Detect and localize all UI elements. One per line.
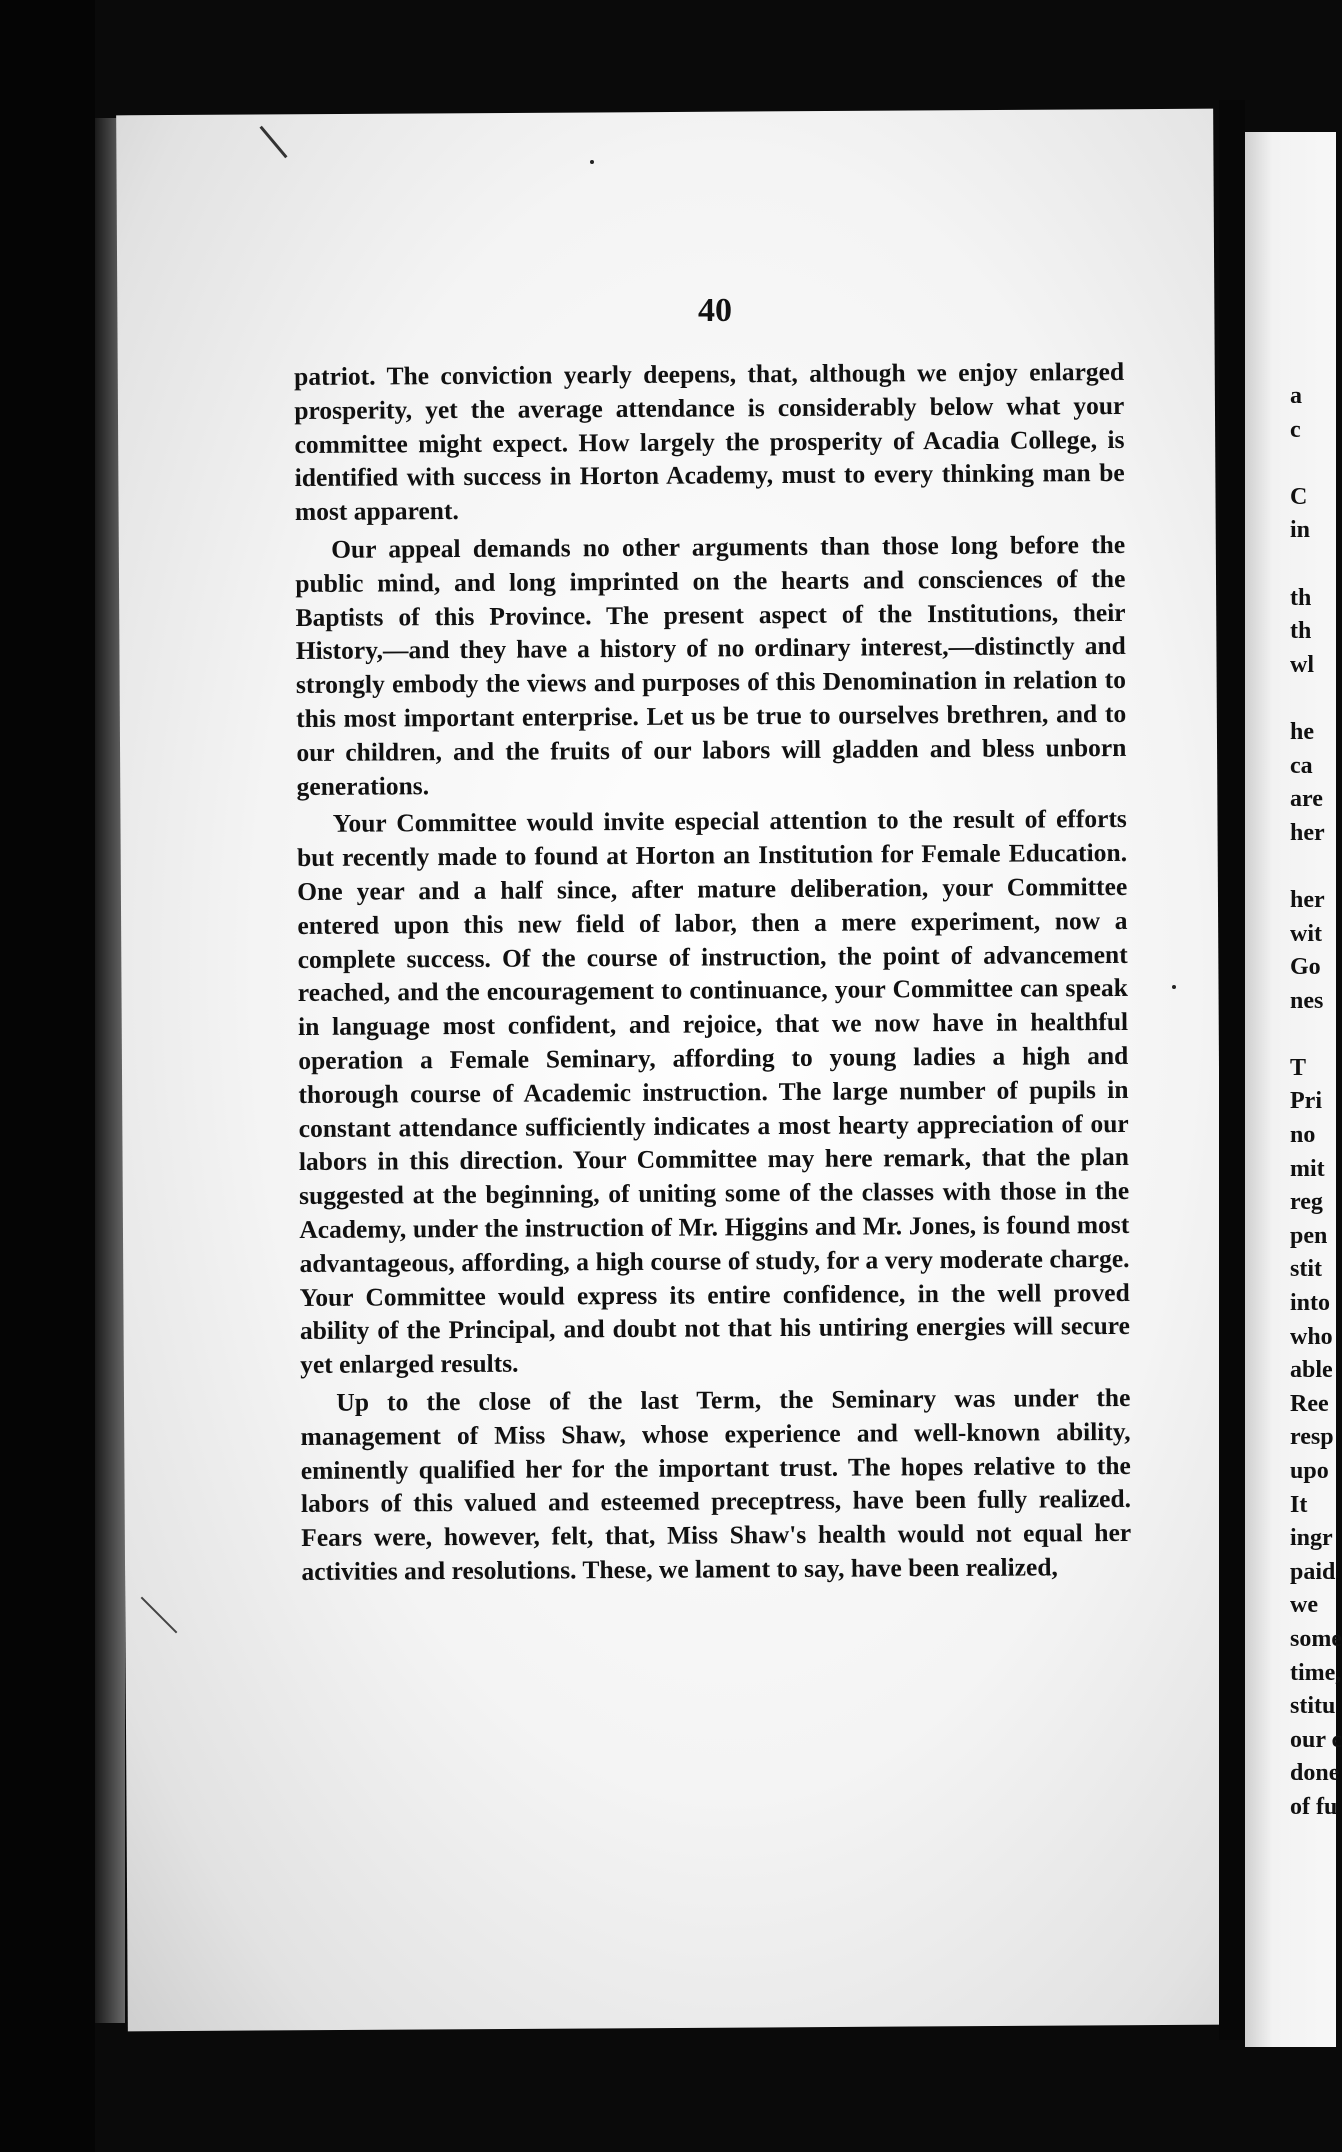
adjacent-line: pen — [1290, 1222, 1328, 1249]
adjacent-line — [1290, 1018, 1336, 1052]
adjacent-line: he — [1290, 718, 1314, 745]
adjacent-line: who — [1290, 1323, 1333, 1350]
adjacent-page-text — [1290, 380, 1342, 1825]
adjacent-line: th — [1290, 618, 1312, 645]
adjacent-line: upo — [1290, 1458, 1329, 1484]
film-speck — [1172, 985, 1176, 989]
adjacent-line: Ree — [1290, 1390, 1329, 1417]
adjacent-line: into — [1290, 1290, 1331, 1317]
paragraph: Our appeal demands no other arguments than those long before the public mind, and long imprinted on the hearts and consciences of the Baptists of this Province. The present aspect of the Institutions, their History,—and they have a history of no ordinary interest,—distinctly and strongly embody the views and purposes of this Denomination in relation to this most important enterprise. Let us be true to ourselves brethren, and to our children, and the fruits of our labors will gladden and bless unborn generations. — [295, 529, 1127, 801]
adjacent-line: her — [1290, 886, 1325, 913]
adjacent-line: time, — [1290, 1659, 1342, 1686]
adjacent-line: her — [1290, 819, 1325, 846]
adjacent-line: It — [1290, 1491, 1308, 1518]
adjacent-line: mit — [1290, 1155, 1325, 1182]
adjacent-line — [1290, 447, 1336, 481]
page-number: 40 — [698, 292, 732, 329]
adjacent-line: in — [1290, 517, 1311, 544]
adjacent-line: done — [1290, 1760, 1340, 1787]
paragraph: Up to the close of the last Term, the Seminary was under the management of Miss Shaw, whose experience and well-known ability, eminently qualified her for the important trust. The hopes relative to the labors of this valued and esteemed preceptress, have been fully realized. Fears were, however, felt, that, Miss Shaw's health would not equal her activities and resolutions. These, we lament to say, have been realized, — [300, 1382, 1132, 1586]
adjacent-line — [1290, 850, 1336, 884]
film-speck — [590, 160, 594, 164]
adjacent-line: wl — [1290, 651, 1314, 678]
adjacent-line: nes — [1290, 987, 1324, 1014]
adjacent-line: some — [1290, 1625, 1342, 1652]
adjacent-line: th — [1290, 584, 1312, 611]
adjacent-line — [1290, 548, 1336, 582]
adjacent-line: resp — [1290, 1424, 1334, 1451]
adjacent-line: paid — [1290, 1558, 1336, 1585]
adjacent-line: c — [1290, 416, 1301, 443]
adjacent-line — [1290, 682, 1336, 716]
paragraph: patriot. The conviction yearly deepens, that, although we enjoy enlarged prosperity, yet the average attendance is considerably below what your committee might expect. How largely the prosperity of Acadia College, is identified with success in Horton Academy, must to every thinking man be most apparent. — [294, 356, 1125, 527]
adjacent-line: we — [1290, 1592, 1318, 1619]
page-gutter — [1219, 100, 1245, 2040]
film-border-left — [0, 0, 95, 2152]
adjacent-line: are — [1290, 786, 1323, 813]
adjacent-line: stitu — [1290, 1693, 1336, 1720]
adjacent-line: C — [1290, 483, 1308, 510]
adjacent-line: T — [1290, 1054, 1307, 1081]
adjacent-line: a — [1290, 383, 1302, 409]
paragraph: Your Committee would invite especial attention to the result of efforts but recently made to found at Horton an Institution for Female Education. One year and a half since, after mature deliberation, your Committee entered upon this new field of labor, then a mere experiment, now a complete success. Of the course of instruction, the point of advancement reached, and the encouragement to continuance, your Committee can speak in language most confident, and rejoice, that we now have in healthful operation a Female Seminary, affording to young ladies a high and thorough course of Academic instruction. The large number of pupils in constant attendance sufficiently indicates a most hearty appreciation of our labors in this direction. Your Committee may here remark, that the plan suggested at the beginning, of uniting some of the classes with those in the Academy, under the instruction of Mr. Higgins and Mr. Jones, is found most advantageous, affording, a high course of study, for a very moderate charge. Your Committee would express its entire confidence, in the well proved ability of the Principal, and doubt not that his untiring energies will secure yet enlarged results. — [296, 804, 1131, 1380]
adjacent-line: wit — [1290, 920, 1322, 947]
adjacent-line: able — [1290, 1357, 1333, 1384]
body-text — [294, 355, 1132, 1593]
adjacent-line: Pri — [1290, 1088, 1322, 1115]
adjacent-line: no — [1290, 1122, 1316, 1149]
adjacent-line: ingr — [1290, 1525, 1333, 1552]
adjacent-line: reg — [1290, 1189, 1323, 1216]
adjacent-line: Go — [1290, 954, 1321, 981]
adjacent-line: ca — [1290, 752, 1313, 779]
adjacent-line: stit — [1290, 1256, 1322, 1283]
adjacent-line: of fu — [1290, 1793, 1338, 1820]
adjacent-line: our c — [1290, 1726, 1342, 1753]
